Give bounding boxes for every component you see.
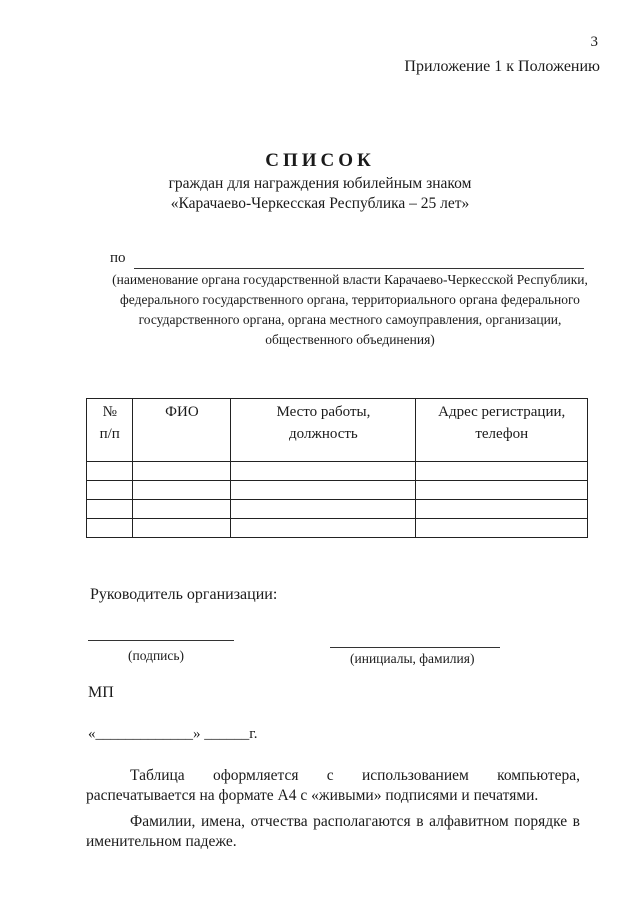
table-cell[interactable] bbox=[133, 481, 231, 500]
initials-line bbox=[330, 647, 500, 648]
table-cell[interactable] bbox=[87, 500, 133, 519]
note-paragraph-2: Фамилии, имена, отчества располагаются в алфавитном порядке в именительном падеже. bbox=[86, 813, 580, 850]
table-cell[interactable] bbox=[133, 500, 231, 519]
initials-caption: (инициалы, фамилия) bbox=[350, 651, 475, 666]
header-number: № п/п bbox=[87, 399, 133, 462]
caption-line: (наименование органа государственной власти Карачаево-Черкесской Республики, bbox=[112, 272, 588, 287]
table-cell[interactable] bbox=[231, 481, 416, 500]
po-label: по bbox=[110, 250, 126, 266]
page-number: 3 bbox=[590, 34, 598, 50]
signature-line bbox=[88, 640, 234, 641]
document-title: СПИСОК bbox=[265, 150, 375, 171]
header-workplace: Место работы, должность bbox=[231, 399, 416, 462]
caption-line: государственного органа, органа местного самоуправления, организации, bbox=[138, 312, 562, 327]
table-header-row bbox=[87, 399, 588, 462]
organization-caption bbox=[100, 270, 600, 350]
subtitle-line-1: граждан для награждения юбилейным знаком bbox=[168, 175, 472, 192]
signature-caption: (подпись) bbox=[128, 648, 185, 663]
table-cell[interactable] bbox=[416, 519, 588, 538]
roster-table bbox=[86, 398, 588, 538]
date-line: «_____________» ______г. bbox=[88, 726, 258, 742]
table-cell[interactable] bbox=[231, 519, 416, 538]
organization-fill-line bbox=[134, 268, 584, 269]
table-cell[interactable] bbox=[133, 462, 231, 481]
table-cell[interactable] bbox=[87, 519, 133, 538]
table-cell[interactable] bbox=[87, 481, 133, 500]
header-fio: ФИО bbox=[133, 399, 231, 462]
table-row bbox=[87, 519, 588, 538]
header-address: Адрес регистрации, телефон bbox=[416, 399, 588, 462]
appendix-label: Приложение 1 к Положению bbox=[404, 58, 600, 75]
head-of-organization-label: Руководитель организации: bbox=[90, 586, 278, 603]
table-cell[interactable] bbox=[416, 462, 588, 481]
table-cell[interactable] bbox=[87, 462, 133, 481]
caption-line: федерального государственного органа, территориального органа федерального bbox=[120, 292, 580, 307]
table-row bbox=[87, 481, 588, 500]
caption-line: общественного объединения) bbox=[265, 332, 435, 347]
table-cell[interactable] bbox=[133, 519, 231, 538]
table-cell[interactable] bbox=[416, 500, 588, 519]
table-row bbox=[87, 500, 588, 519]
table-cell[interactable] bbox=[416, 481, 588, 500]
note-paragraph-1: Таблица оформляется с использованием компьютера, распечатывается на формате А4 с «живыми» подписями и печатями. bbox=[86, 767, 580, 804]
seal-placeholder-label: МП bbox=[88, 684, 114, 701]
table-cell[interactable] bbox=[231, 462, 416, 481]
table-row bbox=[87, 462, 588, 481]
table-cell[interactable] bbox=[231, 500, 416, 519]
subtitle-line-2: «Карачаево-Черкесская Республика – 25 лет» bbox=[170, 195, 470, 212]
